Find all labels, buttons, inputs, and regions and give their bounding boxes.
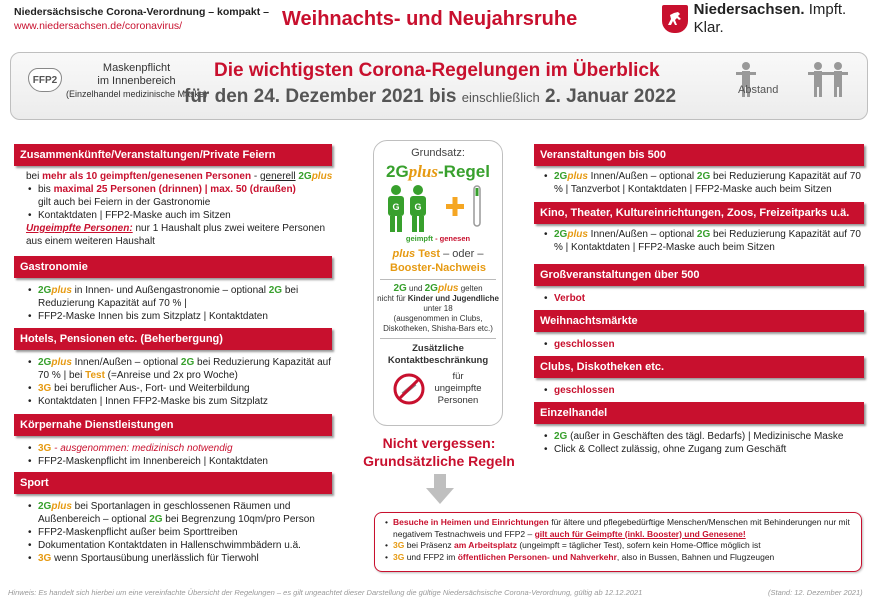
list-item: • Click & Collect zulässig, ohne Zugang zum Geschäft [542, 443, 864, 456]
section-body-gatherings: bei mehr als 10 geimpften/genesenen Personen - generell 2Gplus • bis maximal 25 Personen (drinnen) | max. 50 (draußen) gilt auch bei Feiern in der Gastronomie • Kontaktdaten | FFP2-Maske auch im Sitzen Ungeimpfte Personen: nur 1 Haushalt plus zwei weitere Personen aus einem weiteren Haushalt [26, 170, 340, 248]
principle-label: Grundsatz: [411, 147, 465, 159]
section-body-body-services [26, 442, 336, 468]
reminder-heading: Nicht vergessen: Grundsätzliche Regeln [363, 435, 515, 469]
vaccinated-recovered-test-icon [374, 184, 502, 234]
list-item: • FFP2-Maskenpflicht außer beim Sporttreiben [26, 526, 336, 539]
distance-people-icon [734, 58, 852, 108]
list-item: • 2Gplus in Innen- und Außengastronomie – optional 2G bei Reduzierung Kapazität auf 70 % | [26, 284, 336, 310]
mask-line3: (Einzelhandel medizinische Maske) [66, 89, 208, 99]
list-item: • 3G wenn Sportausübung unerlässlich für Tierwohl [26, 552, 336, 565]
section-title-body-services: Körpernahe Dienstleistungen [14, 414, 332, 436]
list-item: • 2G (außer in Geschäften des tägl. Bedarfs) | Medizinische Maske [542, 430, 864, 443]
list-item: • 2Gplus Innen/Außen – optional 2G bei Reduzierung Kapazität auf 70 % | Kontaktdaten | FFP2-Maske auch beim Sitzen [542, 228, 864, 254]
section-body-hotels [26, 356, 338, 408]
no-vaccine-icon [392, 372, 426, 406]
list-item: • Kontaktdaten | Innen FFP2-Maske bis zum Sitzplatz [26, 395, 338, 408]
header-subtitle: Niedersächsische Corona-Verordnung – kompakt – [14, 6, 269, 18]
list-item: • Dokumentation Kontaktdaten in Hallenschwimmbädern u.ä. [26, 539, 336, 552]
mask-icon: FFP2 [28, 68, 62, 92]
section-title-gatherings: Zusammenkünfte/Veranstaltungen/Private Feiern [14, 144, 332, 166]
section-body-retail [542, 430, 864, 456]
list-item: • FFP2-Maskenpflicht im Innenbereich | Kontaktdaten [26, 455, 336, 468]
section-title-hotels: Hotels, Pensionen etc. (Beherbergung) [14, 328, 332, 350]
section-body-events-500 [542, 170, 864, 196]
distance-label: Abstand [738, 84, 779, 96]
section-title-retail: Einzelhandel [534, 402, 864, 424]
footer-hint: Hinweis: Es handelt sich hierbei um eine vereinfachte Übersicht der Regelungen – es gilt ungeachtet dieser Darstellung die gültige Niedersächsische Corona-Verordnung, gültig ab 12.12.2021 [8, 588, 643, 597]
niedersachsen-logo [662, 1, 878, 36]
mask-info [28, 62, 207, 101]
date-to: 2. Januar 2022 [539, 86, 677, 107]
banner-date-range [184, 86, 676, 108]
mask-line1: Maskenpflicht [102, 62, 171, 74]
svg-text:G: G [414, 202, 422, 212]
svg-text:G: G [392, 202, 400, 212]
section-title-culture: Kino, Theater, Kultureinrichtungen, Zoos, Freizeitparks u.ä. [534, 202, 864, 224]
basic-rules-box [374, 512, 862, 572]
principle-rule: 2Gplus-Regel [386, 162, 490, 181]
list-item: • Kontaktdaten | FFP2-Maske auch im Sitzen [26, 209, 340, 222]
list-item: • FFP2-Maske Innen bis zum Sitzplatz | Kontaktdaten [26, 310, 336, 323]
list-item: • geschlossen [542, 338, 864, 351]
section-title-christmas-markets: Weihnachtsmärkte [534, 310, 864, 332]
principle-panel [373, 140, 503, 426]
section-title-gastronomy: Gastronomie [14, 256, 332, 278]
section-title-events-500: Veranstaltungen bis 500 [534, 144, 864, 166]
list-item: • bis maximal 25 Personen (drinnen) | max. 50 (draußen) gilt auch bei Feiern in der Gastronomie [26, 183, 340, 209]
list-item: • 2Gplus Innen/Außen – optional 2G bei Reduzierung Kapazität auf 70 % | bei Test (=Anreise und 2x pro Woche) [26, 356, 338, 382]
section-body-clubs [542, 384, 864, 397]
list-item: • 3G und FFP2 im öffentlichen Personen- und Nahverkehr, also in Bussen, Bahnen und Flugzeugen [383, 552, 853, 564]
distance-graphic [734, 58, 852, 108]
logo-text-bold: Niedersachsen. [693, 1, 805, 18]
arrow-down-icon [426, 474, 454, 504]
banner-title: Die wichtigsten Corona-Regelungen im Überblick [214, 60, 660, 81]
list-item: • 2Gplus Innen/Außen – optional 2G bei Reduzierung Kapazität auf 70 % | Tanzverbot | Kontaktdaten | FFP2-Maske auch beim Sitzen [542, 170, 864, 196]
contact-restriction-title: Zusätzliche Kontaktbeschränkung [387, 343, 489, 366]
section-body-gastronomy [26, 284, 336, 323]
section-title-large-events: Großveranstaltungen über 500 [534, 264, 864, 286]
mask-line2: im Innenbereich [97, 75, 176, 87]
page-title: Weihnachts- und Neujahrsruhe [282, 8, 578, 30]
list-item: • 3G - ausgenommen: medizinisch notwendig [26, 442, 336, 455]
horse-icon [662, 5, 688, 33]
list-item: • 2Gplus bei Sportanlagen in geschlossenen Räumen und Außenbereich – optional 2G bei Begrenzung 10qm/pro Person [26, 500, 336, 526]
logo-text: Impft. Klar. [693, 1, 847, 36]
section-body-sport [26, 500, 336, 565]
section-body-culture [542, 228, 864, 254]
footer-date: (Stand: 12. Dezember 2021) [768, 588, 863, 597]
vaccinated-recovered-label: geimpft - genesen [405, 234, 471, 243]
test-or-booster: plus Test – oder – Booster-Nachweis [390, 248, 486, 274]
list-item: • geschlossen [542, 384, 864, 397]
children-exemption: 2G und 2Gplus gelten nicht für Kinder und Jugendliche unter 18 (ausgenommen in Clubs, Diskotheken, Shisha-Bars etc.) [377, 283, 499, 333]
section-body-large-events [542, 292, 864, 305]
contact-restriction-text: für ungeimpfte Personen [434, 371, 482, 406]
section-title-clubs: Clubs, Diskotheken etc. [534, 356, 864, 378]
list-item: • 3G bei beruflicher Aus-, Fort- und Weiterbildung [26, 382, 338, 395]
divider [380, 279, 496, 280]
date-inclusive: einschließlich [461, 90, 540, 105]
list-item: • Verbot [542, 292, 864, 305]
divider [380, 338, 496, 339]
section-body-christmas-markets [542, 338, 864, 351]
header-url-link[interactable]: www.niedersachsen.de/coronavirus/ [14, 20, 183, 32]
list-item: • Besuche in Heimen und Einrichtungen für ältere und pflegebedürftige Menschen/Menschen mit Behinderungen nur mit negativem Testnachweis und FFP2 – gilt auch für Geimpfte (inkl. Booster) und Genesene! [383, 517, 853, 540]
section-title-sport: Sport [14, 472, 332, 494]
list-item: • 3G bei Präsenz am Arbeitsplatz (ungeimpft = täglicher Test), sofern kein Home-Office möglich ist [383, 540, 853, 552]
date-from: für den 24. Dezember 2021 bis [184, 86, 462, 107]
